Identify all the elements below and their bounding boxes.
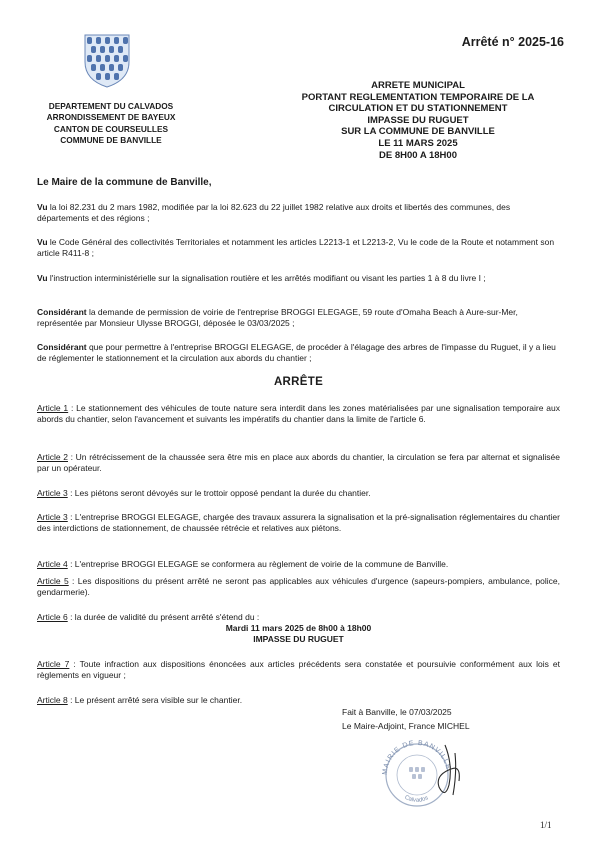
article-label: Article 3 [37,488,68,498]
title-line: ARRETE MUNICIPAL [371,80,465,91]
title-line: SUR LA COMMUNE DE BANVILLE [341,126,495,138]
article-text: : la durée de validité du présent arrêté s'étend du : [67,612,260,622]
title-line: IMPASSE DU RUGUET [367,114,469,126]
preamble-text: la demande de permission de voirie de l'entreprise BROGGI ELEGAGE, 59 route d'Omaha Beach à Aure-sur-Mer, représentée par Monsieur Ulysse BROGGI, déposée le 03/03/2025 ; [37,307,518,329]
article-text: : Les piétons seront dévoyés sur le trottoir opposé pendant la durée du chantier. [67,488,371,498]
canton-line: CANTON DE COURSEULLES [53,123,169,134]
arrete-number: Arrêté n° 2025-16 [461,35,564,49]
title-line: LE 11 MARS 2025 [378,137,458,149]
preamble-lead: Vu [37,237,48,247]
article-3 [37,488,560,499]
preamble-text: que pour permettre à l'entreprise BROGGI ELEGAGE, de procéder à l'élagage des arbres de l'impasse du Ruguet, il y a lieu de réglementer le stationnement et la circulation aux abords du chantier ; [37,342,556,364]
article-text: : L'entreprise BROGGI ELEGAGE se conformera au règlement de voirie de la commune de Banville. [67,559,449,569]
preamble-lead: Considérant [37,307,87,317]
article-6 [37,612,560,623]
title-line: CIRCULATION ET DU STATIONNEMENT [328,103,508,115]
article-8 [37,695,560,706]
article-text: : Le présent arrêté sera visible sur le chantier. [67,695,243,705]
preamble-paragraph [37,342,560,364]
department-line: DEPARTEMENT DU CALVADOS [48,101,174,111]
preamble-paragraph [37,307,560,329]
preamble-lead: Vu [37,202,48,212]
article-text: : Les dispositions du présent arrêté ne seront pas applicables aux véhicules d'urgence (sapeurs-pompiers, ambulance, police, gendarmerie). [37,576,560,598]
arrondissement-line: ARRONDISSEMENT DE BAYEUX [46,112,176,123]
article-6-location: IMPASSE DU RUGUET [253,634,344,644]
article-4 [37,559,560,570]
document-title [262,80,574,161]
preamble-text: l'instruction interministérielle sur la signalisation routière et les arrêtés modifiant ou visant les parties 1 à 8 du livre I ; [47,273,486,283]
signature-place-date: Fait à Banville, le 07/03/2025 [342,707,452,717]
title-line: PORTANT REGLEMENTATION TEMPORAIRE DE LA [301,91,535,103]
article-3-bis [37,512,560,534]
article-text: : Un rétrécissement de la chaussée sera être mis en place aux abords du chantier, la circulation se fera par alternat et signalisée par un opérateur. [37,452,560,474]
article-text: : Le stationnement des véhicules de toute nature sera interdit dans les zones matérialisées par une signalisation temporaire aux abords du chantier, selon l'avancement et suivants les impératifs du chantier dans la limite de l'article 6. [37,403,560,425]
commune-line: COMMUNE DE BANVILLE [60,135,162,146]
article-6-date: Mardi 11 mars 2025 de 8h00 à 18h00 [225,623,372,633]
article-1 [37,403,560,425]
article-label: Article 7 [37,659,70,669]
signatory: Le Maire-Adjoint, France MICHEL [342,721,470,731]
preamble-text: le Code Général des collectivités Territoriales et notamment les articles L2213-1 et L2213-2, Vu le code de la Route et notamment son article R411-8 ; [37,237,555,259]
arrete-heading: ARRÊTE [273,376,324,388]
preamble-paragraph [37,202,560,224]
svg-text:Calvados: Calvados [403,794,430,804]
article-2 [37,452,560,474]
preamble-lead: Vu [37,273,48,283]
article-5 [37,576,560,598]
article-label: Article 6 [37,612,68,622]
preamble-paragraph [37,237,560,259]
preamble-lead: Considérant [37,342,87,352]
preamble-text: la loi 82.231 du 2 mars 1982, modifiée par la loi 82.623 du 22 juillet 1982 relative aux droits et libertés des communes, des départements et des régions ; [37,202,511,224]
article-label: Article 4 [37,559,68,569]
article-label: Article 8 [37,695,68,705]
article-label: Article 3 [37,512,68,522]
article-label: Article 5 [37,576,69,586]
article-text: : L'entreprise BROGGI ELEGAGE, chargée des travaux assurera la signalisation et la pré-signalisation réglementaires du chantier des interdictions de stationnement, de chaussée rétrécie et relatives aux piétons. [37,512,560,534]
article-label: Article 2 [37,452,68,462]
coat-of-arms-logo [84,34,130,88]
title-line: DE 8H00 A 18H00 [379,149,457,161]
article-label: Article 1 [37,403,69,413]
page-number: 1/1 [540,820,552,830]
mairie-stamp [375,735,465,809]
maire-heading: Le Maire de la commune de Banville, [37,177,212,188]
department-block [20,101,202,147]
preamble-paragraph [37,273,560,284]
article-7 [37,659,560,681]
svg-text:MAIRIE DE BANVILLE: MAIRIE DE BANVILLE [381,739,452,776]
article-text: : Toute infraction aux dispositions énoncées aux articles précédents sera constatée et poursuivie conformément aux lois et règlements en vigueur ; [37,659,560,681]
